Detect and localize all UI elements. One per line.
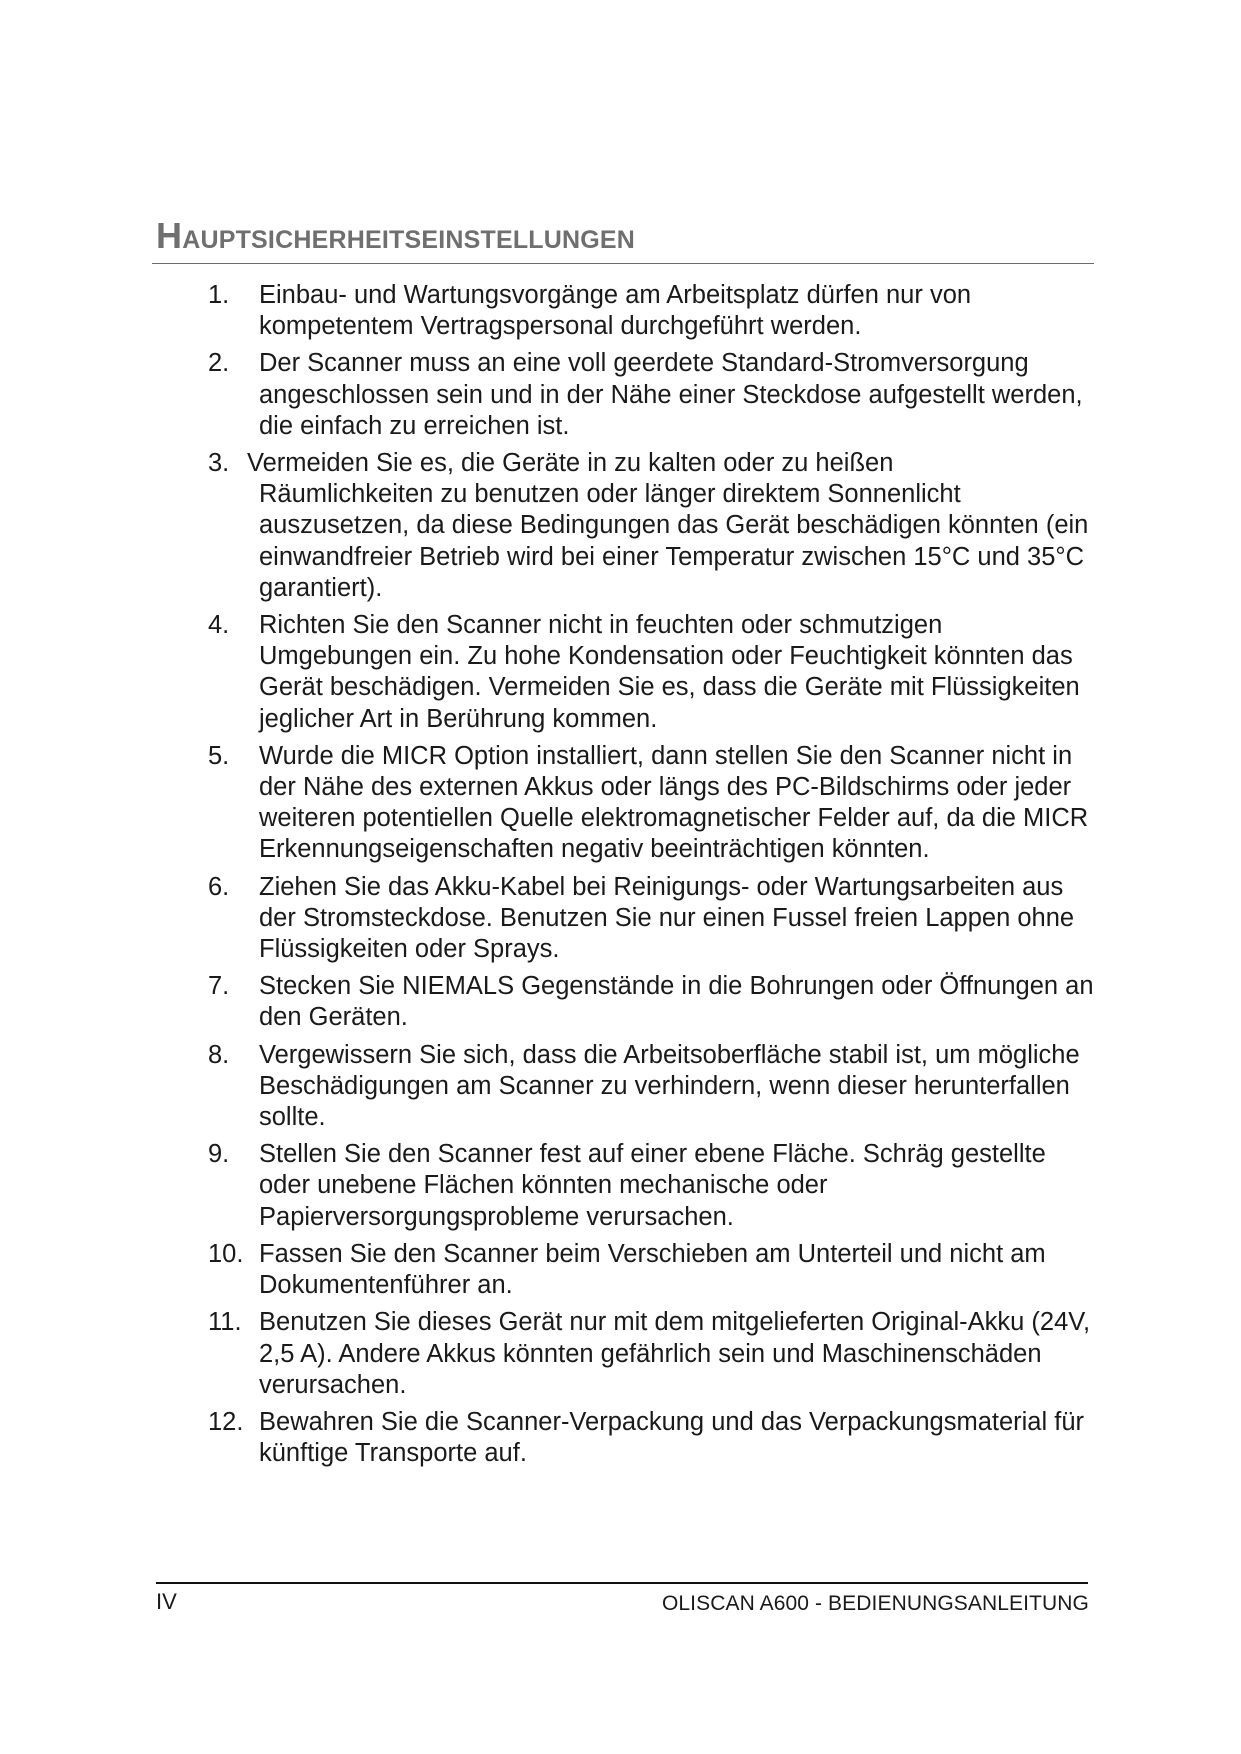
list-item-12 xyxy=(208,1407,1098,1469)
list-item-number: 6. xyxy=(208,872,230,901)
list-item-3 xyxy=(208,448,1098,604)
list-item-4 xyxy=(208,610,1098,735)
list-item-text: Wurde die MICR Option installiert, dann stellen Sie den Scanner nicht in der Nähe des externen Akkus oder längs des PC-Bildschirms oder jeder weiteren potentiellen Quelle elektromagnetischer Felder auf, da die MICR Erkennungseigenschaften negativ beeinträchtigen könnten. xyxy=(259,741,1089,864)
list-item-text: Richten Sie den Scanner nicht in feuchten oder schmutzigen Umgebungen ein. Zu hohe Kondensation oder Feuchtigkeit könnten das Gerät beschädigen. Vermeiden Sie es, dass die Geräte mit Flüssigkeiten jeglicher Art in Berührung kommen. xyxy=(259,611,1080,733)
list-item-11 xyxy=(208,1307,1098,1401)
list-item-text: Vergewissern Sie sich, dass die Arbeitsoberfläche stabil ist, um mögliche Beschädigungen am Scanner zu verhindern, wenn dieser herunterfallen sollte. xyxy=(259,1040,1080,1132)
list-item-5 xyxy=(208,741,1098,866)
list-item-9 xyxy=(208,1139,1098,1233)
list-item-text-rest: Räumlichkeiten zu benutzen oder länger direktem Sonnenlicht auszusetzen, da diese Bedingungen das Gerät beschädigen könnten (ein einwandfreier Betrieb wird bei einer Temperatur zwischen 15°C und 35°C garantiert). xyxy=(259,480,1089,602)
list-item-10 xyxy=(208,1239,1098,1301)
list-item-text: Stecken Sie NIEMALS Gegenstände in die Bohrungen oder Öffnungen an den Geräten. xyxy=(259,972,1094,1032)
list-item-number: 5. xyxy=(208,741,230,770)
list-item-text: Benutzen Sie dieses Gerät nur mit dem mitgelieferten Original-Akku (24V, 2,5 A). Andere Akkus könnten gefährlich sein und Maschinenschäden verursachen. xyxy=(259,1308,1091,1399)
section-heading: Hauptsicherheitseinstellungen xyxy=(156,215,636,256)
page-number: IV xyxy=(156,1589,177,1614)
list-item-number: 10. xyxy=(208,1239,244,1268)
list-item-number: 1. xyxy=(208,281,230,309)
list-item-number: 3. xyxy=(208,449,230,478)
list-item-text: Fassen Sie den Scanner beim Verschieben am Unterteil und nicht am Dokumentenführer an. xyxy=(259,1239,1046,1300)
list-item-number: 12. xyxy=(208,1407,244,1436)
list-item-text: Bewahren Sie die Scanner-Verpackung und das Verpackungsmaterial für künftige Transporte auf. xyxy=(259,1407,1085,1468)
list-item-text-first-line: Vermeiden Sie es, die Geräte in zu kalten oder zu heißen xyxy=(247,449,894,478)
list-item-number: 11. xyxy=(208,1308,242,1337)
list-item-1 xyxy=(208,280,1098,342)
list-item-number: 9. xyxy=(208,1140,230,1169)
list-item-2 xyxy=(208,348,1098,442)
list-item-number: 2. xyxy=(208,349,230,378)
list-item-text: Einbau- und Wartungsvorgänge am Arbeitsplatz dürfen nur von kompetentem Vertragspersonal durchgeführt werden. xyxy=(259,281,972,341)
list-item-6 xyxy=(208,872,1098,966)
list-item-number: 8. xyxy=(208,1040,230,1069)
safety-list xyxy=(208,280,1098,1475)
list-item-text: Stellen Sie den Scanner fest auf einer ebene Fläche. Schräg gestellte oder unebene Flächen könnten mechanische oder Papierversorgungsprobleme verursachen. xyxy=(259,1140,1046,1231)
footer-rule xyxy=(156,1582,1088,1584)
list-item-number: 4. xyxy=(208,611,230,640)
list-item-text: Der Scanner muss an eine voll geerdete Standard-Stromversorgung angeschlossen sein und in der Nähe einer Steckdose aufgestellt werden, die einfach zu erreichen ist. xyxy=(259,349,1083,440)
list-item-text xyxy=(247,448,1098,604)
list-item-number: 7. xyxy=(208,972,230,1001)
list-item-8 xyxy=(208,1040,1098,1134)
list-item-7 xyxy=(208,971,1098,1033)
heading-underline xyxy=(152,263,1094,264)
footer-title: OLISCAN A600 - BEDIENUNGSANLEITUNG xyxy=(661,1592,1089,1615)
list-item-text: Ziehen Sie das Akku-Kabel bei Reinigungs- oder Wartungsarbeiten aus der Stromsteckdose. Benutzen Sie nur einen Fussel freien Lappen ohne Flüssigkeiten oder Sprays. xyxy=(259,872,1075,964)
